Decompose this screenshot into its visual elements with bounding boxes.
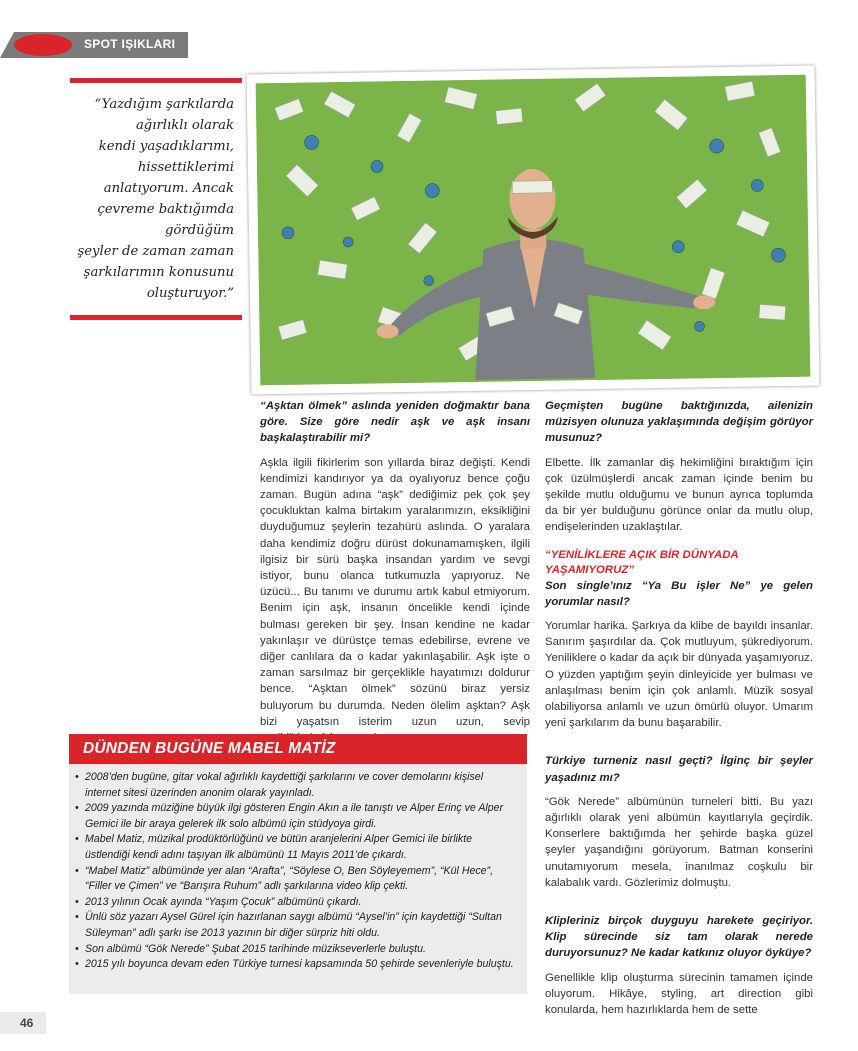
- timeline-item: [75, 864, 517, 895]
- bullet: •: [75, 958, 79, 971]
- photo-illustration: [256, 75, 811, 386]
- pull-quote-text: [64, 94, 234, 304]
- page-number: 46: [20, 1016, 34, 1030]
- spacer: [545, 899, 813, 913]
- question-1: “Aşktan ölmek” aslında yeniden doğmaktır bana göre. Size göre nedir aşk ve aşk insanı başkalaştırabilir mi?: [260, 400, 530, 445]
- section-label: SPOT IŞIKLARI: [84, 37, 176, 51]
- timeline-item-text: 2009 yazında müziğine büyük ilgi gösteren Engin Akın a ile tanıştı ve Alper Erinç ve Alper Gemici ile bir araya gelerek ilk solo albümü için stüdyoya girdi.: [85, 802, 504, 830]
- quote-line: şarkılarımın konusunu: [83, 265, 234, 280]
- timeline-item: [75, 801, 517, 832]
- bullet: •: [75, 802, 79, 815]
- photo-money-globes-icon: [256, 75, 811, 386]
- answer-1: Aşkla ilgili fikirlerim son yıllarda biraz değişti. Kendi kendimizi kandırıyor ya da oyalıyoruz bence çoğu zaman. Bugün adına “aşk” dediğimiz pek çok şey çocukluktan kalma birtakım yaralarımızın, eksikliğini duyduğumuz şeylerin tezahürü aslında. O yaralara daha kendimiz doğru dürüst dokunamamışken, ilgili ilgisiz bir sürü başka insandan yardım ve sevgi istiyor, bunu olanca tutkumuzla yapıyoruz. Ne üzücü... Bu tanımı ve durumu artık kabul etmiyorum. Benim için aşk, insanın öncelikle kendi içinde bulması gereken bir şey. İnsan kendine ne kadar yakınlaşır ve dürüstçe temas edebilirse, evrene ve diğer canlılara da o kadar yakınlaşabilir. Aşk işte o zaman sarsılmaz bir gerçeklikle hayatımızı doldurur bence. “Aşktan ölmek” sözünü biraz yersiz buluyorum bu durumda. Neden ölelim aşktan? Aşk bizi yaşatsın isterim uzun uzun, sevip: [260, 456, 530, 728]
- timeline-item-text: Son albümü “Gök Nerede” Şubat 2015 tarihinde müzikseverlerle buluştu.: [85, 942, 426, 955]
- section-dot: [14, 34, 72, 56]
- question-4: Türkiye turneniz nasıl geçti? İlginç bir şeyler yaşadınız mı?: [545, 755, 813, 784]
- spacer: [545, 739, 813, 753]
- answer-3: Yorumlar harika. Şarkıya da klibe de bayıldı insanlar. Sanırım şaşırdılar da. Çok mutluyum, şükrediyorum. Yeniliklere o kadar da açık bir dünyada yaşamıyoruz. O yüzden yaptığım şeyin dinleyicide yer bulması ve anlaşılması benim için çok anlamlı. Müzik sosyal olabiliyorsa anlamlı ve uzun ömürlü oluyor. Umarım yeni şarkılarım da bunu başarabilir.: [545, 620, 813, 730]
- timeline-list: [69, 764, 527, 973]
- pull-quote-top-rule: [70, 78, 242, 83]
- section-tab-corner: [0, 32, 14, 58]
- timeline-item-text: Ünlü söz yazarı Aysel Gürel için hazırlanan saygı albümü “Aysel’in” için kaydettiği “Sultan Süleyman” adlı şarkı ise 2013 yazının bir diğer sürpriz hiti oldu.: [85, 911, 502, 939]
- timeline-title: DÜNDEN BUGÜNE MABEL MATİZ: [69, 734, 527, 764]
- photo-frame: [247, 66, 820, 395]
- timeline-item-text: Mabel Matiz, müzikal prodüktörlüğünü ve bütün aranjelerini Alper Gemici ile birlikte üstlendiği kendi adını taşıyan ilk albümünü 11 Mayıs 2011’de çıkardı.: [85, 833, 473, 861]
- timeline-item: [75, 910, 517, 941]
- bullet: •: [75, 864, 79, 877]
- quote-line: anlatıyorum. Ancak: [103, 181, 234, 196]
- page-number-box: [0, 1012, 46, 1034]
- timeline-item: [75, 957, 517, 973]
- quote-line: “Yazdığım şarkılarda: [94, 97, 234, 112]
- question-5: Klipleriniz birçok duyguyu harekete geçiriyor. Klip sürecinde siz tam olarak nerede duruyorsunuz? Ne kadar katkınız oluyor öyküye?: [545, 915, 813, 960]
- pull-quote: [70, 78, 242, 320]
- bullet: •: [75, 942, 79, 955]
- bullet: •: [75, 895, 79, 908]
- answer-4: “Gök Nerede” albümünün turneleri bitti. Bu yazı ağırlıklı olarak yeni albümün kayıtlarıyla geçirdik. Konserlere baktığımda her şehirde başka güzel şeyler yaşandığını görüyorum. Batman konserini unutamıyorum mesela, inanılmaz coşkulu bir kalabalık vardı. Gözlerimiz dolmuştu.: [545, 795, 813, 889]
- timeline-item: [75, 942, 517, 958]
- timeline-item-text: 2015 yılı boyunca devam eden Türkiye turnesi kapsamında 50 şehirde sevenleriyle buluştu.: [85, 958, 514, 971]
- timeline-item: [75, 770, 517, 801]
- section-tab: [0, 32, 188, 58]
- quote-line: hissettiklerimi: [137, 160, 234, 175]
- question-3: Son single’ınız “Ya Bu işler Ne” ye gelen yorumlar nasıl?: [545, 579, 813, 608]
- timeline-item: [75, 832, 517, 863]
- bullet: •: [75, 833, 79, 846]
- timeline-item-text: 2008’den bugüne, gitar vokal ağırlıklı kaydettiği şarkılarını ve cover demolarını kişisel internet sitesi üzerinden anonim olarak yayınladı.: [85, 771, 484, 799]
- column-right: [545, 398, 813, 1026]
- quote-line: kendi yaşadıklarımı,: [98, 139, 234, 154]
- answer-5: Genellikle klip oluşturma sürecinin tamamen içinde oluyorum. Hikâye, styling, art direction gibi konularda, hem hazırlıklarda hem de sette: [545, 971, 813, 1017]
- bullet: •: [75, 911, 79, 924]
- timeline-item: [75, 895, 517, 911]
- quote-line: çevreme baktığımda: [97, 202, 234, 217]
- question-2: Geçmişten bugüne baktığınızda, ailenizin müzisyen olunuza yaklaşımında değişim görüyor musunuz?: [545, 400, 813, 445]
- bullet: •: [75, 771, 79, 783]
- timeline-item-text: “Mabel Matiz” albümünde yer alan “Arafta”, “Söylese O, Ben Söyleyemem”, “Kül Hece”, “Filler ve Çimen” ve “Barışıra Ruhum” adlı şarkılarına video klip çekti.: [85, 864, 494, 893]
- section-heading: “YENİLİKLERE AÇIK BİR DÜNYADA YAŞAMIYORUZ”: [545, 548, 739, 576]
- column-middle: [260, 398, 530, 754]
- timeline-item-text: 2013 yılının Ocak ayında “Yaşım Çocuk” albümünü çıkardı.: [85, 895, 362, 908]
- quote-line: gördüğüm: [164, 223, 234, 238]
- quote-line: oluşturuyor.”: [146, 286, 234, 301]
- quote-line: ağırlıklı olarak: [135, 118, 234, 133]
- pull-quote-bottom-rule: [70, 315, 242, 320]
- answer-2: Elbette. İlk zamanlar diş hekimliğini bıraktığım için çok üzülmüşlerdi ancak zaman içinde benim bu şekilde mutlu olduğumu ve bunun ayrıca toplumda da bir yer bulduğunu görünce onlar da mutlu olup, endişelerinden uzaklaştılar.: [545, 456, 813, 534]
- timeline-box: [69, 734, 527, 994]
- quote-line: şeyler de zaman zaman: [77, 244, 234, 259]
